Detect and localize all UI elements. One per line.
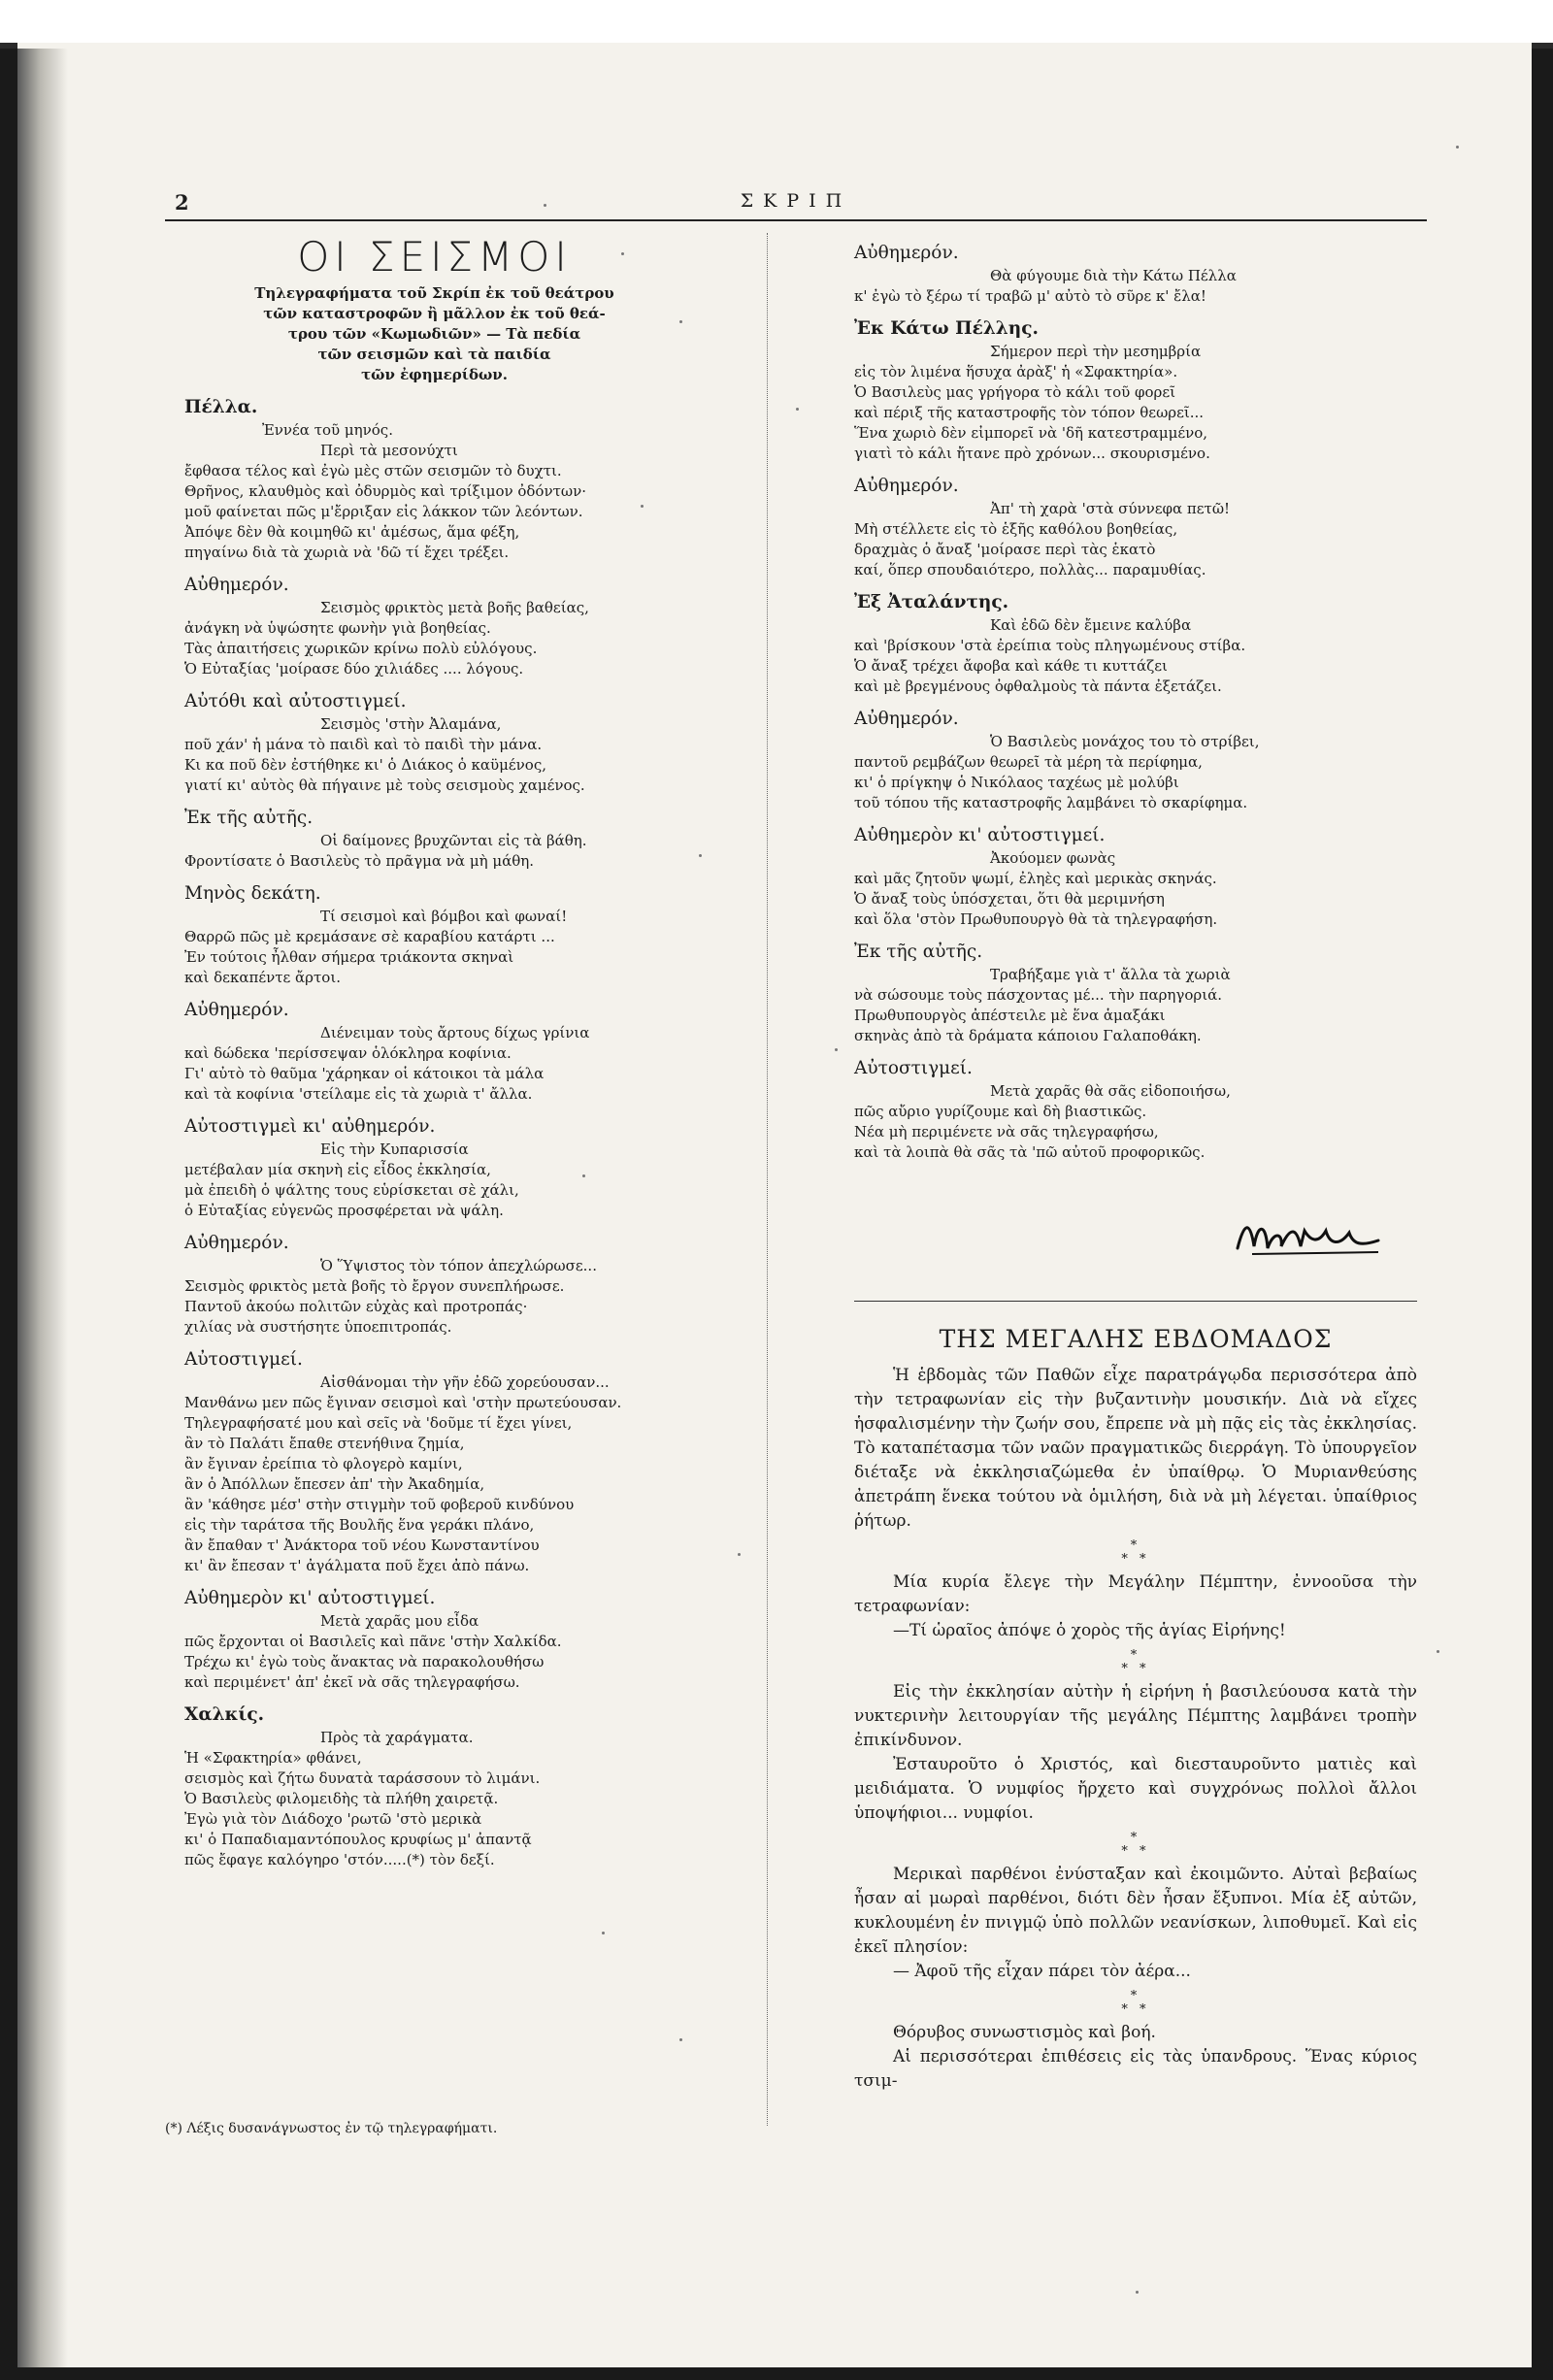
dispatch-line: εἰς τὸν λιμένα ἥσυχα ἀρὰξ' ἡ «Σφακτηρία». <box>854 363 1178 380</box>
dispatch-label: Αὐθημερόν. <box>184 1233 289 1253</box>
dispatch-line: Τηλεγραφήσατέ μου καὶ σεῖς νὰ 'δοῦμε τί ἔχει γίνει, <box>184 1414 573 1432</box>
dispatch-line: πῶς ἔφαγε καλόγηρο 'στόν.....(*) τὸν δεξί. <box>184 1851 495 1868</box>
article-body <box>854 1364 1417 2094</box>
right-column <box>854 231 1417 1163</box>
dispatch-line: κι' ὁ Παπαδιαμαντόπουλος κρυφίως μ' ἀπαντᾷ <box>184 1831 532 1848</box>
dispatch-label: Αὐτοστιγμεί. <box>854 1058 973 1078</box>
dispatch-line: Κι κα ποῦ δὲν ἐστήθηκε κι' ὁ Διάκος ὁ καϋμένος, <box>184 756 547 774</box>
dispatch-line: Ἀκούομεν φωνὰς <box>990 849 1116 867</box>
dispatch-line: καὶ ὅλα 'στὸν Πρωθυπουργὸ θὰ τὰ τηλεγραφήση. <box>854 910 1218 928</box>
dispatch-line: τοῦ τόπου τῆς καταστροφῆς λαμβάνει τὸ σκαρίφημα. <box>854 794 1248 811</box>
article-paragraph: —Τί ὡραῖος ἀπόψε ὁ χορὸς τῆς ἁγίας Εἰρήνης! <box>893 1621 1286 1640</box>
footnote: (*) Λέξις δυσανάγνωστος ἐν τῷ τηλεγραφήματι. <box>165 2121 498 2136</box>
dispatch-line: Σεισμὸς φρικτὸς μετὰ βοῆς τὸ ἔργον συνεπλήρωσε. <box>184 1277 565 1295</box>
dispatch-line: Σήμερον περὶ τὴν μεσημβρία <box>990 343 1202 360</box>
dispatch-line: καὶ μὲ βρεγμένους ὀφθαλμοὺς τὰ πάντα ἐξετάζει. <box>854 678 1222 695</box>
dispatch-line: Θὰ φύγουμε διὰ τὴν Κάτω Πέλλα <box>990 267 1237 284</box>
dispatch-line: Εἰς τὴν Κυπαρισσία <box>320 1140 469 1158</box>
page-number: 2 <box>175 190 189 215</box>
dispatch-line: σεισμὸς καὶ ζήτω δυνατὰ ταράσσουν τὸ λιμάνι. <box>184 1769 541 1787</box>
article-paragraph: Ἡ ἑβδομὰς τῶν Παθῶν εἶχε παρατράγῳδα περισσότερα ἀπὸ τὴν τετραφωνίαν εἰς τὴν βυζαντινὴν μουσικήν. Διὰ νὰ εἴχες ἡσφαλισμένην τὴν ζωήν σου, ἔπρεπε νὰ μὴ πᾷς εἰς τὰς ἐκκλησίας. Τὸ καταπέτασμα τῶν ναῶν πραγματικῶς διερράγη. Τὸ ὑπουργεῖον διέταξε νὰ ἐκκλησιαζώμεθα ἐν ὑπαίθρῳ. Ὁ Μυριανθεύσης ἀπετράπη ἕνεκα τούτου νὰ ὁμιλήση, διὰ νὰ μὴ λέγεται. ὑπαίθριος ῥήτωρ. <box>854 1366 1417 1531</box>
dispatch-label: Αὐθημερὸν κι' αὐτοστιγμεί. <box>184 1588 436 1608</box>
dispatch-line: κι' ὁ πρίγκηψ ὁ Νικόλαος ταχέως μὲ μολύβι <box>854 774 1179 791</box>
dispatch-line: καὶ δεκαπέντε ἄρτοι. <box>184 969 341 986</box>
separator-stars: * * * <box>1121 1538 1150 1567</box>
dispatch-line: ἂν ἔπαθαν τ' Ἀνάκτορα τοῦ νέου Κωνσταντίνου <box>184 1537 540 1554</box>
article-title: ΤΗΣ ΜΕΓΑΛΗΣ ΕΒΔΟΜΑΔΟΣ <box>939 1325 1333 1353</box>
dispatch-line: Θρῆνος, κλαυθμὸς καὶ ὀδυρμὸς καὶ τρίξιμον ὀδόντων· <box>184 482 586 500</box>
dispatch-label: Αὐθημερόν. <box>184 575 289 595</box>
dispatch-label: Πέλλα. <box>184 397 258 417</box>
dispatch-label: Αὐθημερόν. <box>854 709 959 729</box>
scan-speck <box>679 320 682 323</box>
dispatch-line: Μανθάνω μεν πῶς ἔγιναν σεισμοὶ καὶ 'στὴν πρωτεύουσαν. <box>184 1394 622 1411</box>
subtitle-line: τῶν καταστροφῶν ἢ μᾶλλον ἐκ τοῦ θεά- <box>263 305 606 322</box>
dispatch-line: Μετὰ χαρᾶς θὰ σᾶς εἰδοποιήσω, <box>990 1082 1231 1100</box>
dispatch-line: Ἐν τούτοις ἦλθαν σήμερα τριάκοντα σκηναὶ <box>184 948 514 966</box>
dispatch-label: Αὐθημερόν. <box>854 243 959 263</box>
dispatch-label: Αὐθημερόν. <box>854 476 959 496</box>
dispatch-line: Ἡ «Σφακτηρία» φθάνει, <box>184 1749 362 1767</box>
dispatch-line: Ὁ Βασιλεὺς φιλομειδὴς τὰ πλήθη χαιρετᾷ. <box>184 1790 499 1807</box>
article-paragraph: Μερικαὶ παρθένοι ἐνύσταξαν καὶ ἐκοιμῶντο. Αὐταὶ βεβαίως ἦσαν αἱ μωραὶ παρθένοι, διότι δὲν ἦσαν ἔξυπνοι. Μία ἐξ αὐτῶν, κυκλουμένη ἐν πνιγμῷ ὑπὸ πολλῶν νεανίσκων, λιποθυμεῖ. Καὶ εἰς ἐκεῖ πλησίον: <box>854 1865 1417 1957</box>
dispatch-line: γιατί κι' αὐτὸς θὰ πήγαινε μὲ τοὺς σεισμοὺς χαμένος. <box>184 777 585 794</box>
dispatch-line: καὶ τὰ λοιπὰ θὰ σᾶς τὰ 'πῶ αὐτοῦ προφορικῶς. <box>854 1143 1206 1161</box>
dispatch-line: Καὶ ἐδῶ δὲν ἔμεινε καλύβα <box>990 616 1192 634</box>
dispatch-line: Ἐγὼ γιὰ τὸν Διάδοχο 'ρωτῶ 'στὸ μερικὰ <box>184 1810 482 1828</box>
dispatch-label: Αὐτόθι καὶ αὐτοστιγμεί. <box>184 691 407 711</box>
dispatch-line: ἂν ὁ Ἀπόλλων ἔπεσεν ἀπ' τὴν Ἀκαδημία, <box>184 1475 485 1493</box>
dispatch-line: Τρέχω κι' ἐγὼ τοὺς ἄνακτας νὰ παρακολουθήσω <box>184 1653 545 1670</box>
scan-speck <box>1437 1650 1439 1653</box>
dispatch-line: καὶ τὰ κοφίνια 'στείλαμε εἰς τὰ χωριὰ τ' ἄλλα. <box>184 1085 533 1103</box>
dispatch-line: Σεισμὸς φρικτὸς μετὰ βοῆς βαθείας, <box>320 599 589 616</box>
article-paragraph: Αἱ περισσότεραι ἐπιθέσεις εἰς τὰς ὑπανδρους. Ἕνας κύριος τσιμ- <box>854 2047 1417 2091</box>
dispatch-line: καί, ὅπερ σπουδαιότερο, πολλὰς... παραμυθίας. <box>854 561 1206 578</box>
dispatch-line: ἔφθασα τέλος καὶ ἐγὼ μὲς στῶν σεισμῶν τὸ δυχτι. <box>184 462 562 479</box>
article-paragraph: Ἐσταυροῦτο ὁ Χριστός, καὶ διεσταυροῦντο ματιὲς καὶ μειδιάματα. Ὁ νυμφίος ἤρχετο καὶ συγχρόνως πολλοὶ ἄλλοι ὑποψήφιοι... νυμφίοι. <box>854 1755 1417 1823</box>
dispatch-label: Ἐκ Κάτω Πέλλης. <box>854 318 1039 339</box>
scan-speck <box>699 854 702 857</box>
dispatch-line: παντοῦ ρεμβάζων θεωρεῖ τὰ μέρη τὰ περίφημα, <box>854 753 1203 771</box>
dispatch-line: ἂν τὸ Παλάτι ἔπαθε στενήθινα ζημία, <box>184 1435 465 1452</box>
dispatch-line: σκηνὰς ἀπὸ τὰ δράματα κάποιου Γαλαποθάκη. <box>854 1027 1202 1044</box>
dispatch-line: μοῦ φαίνεται πῶς μ'ἔρριξαν εἰς λάκκον τῶν λεόντων. <box>184 503 583 520</box>
dispatch-line: Γι' αὐτὸ τὸ θαῦμα 'χάρηκαν οἱ κάτοικοι τὰ μάλα <box>184 1065 545 1082</box>
dispatch-label: Αὐθημερὸν κι' αὐτοστιγμεί. <box>854 825 1106 845</box>
scan-top-margin <box>0 0 1553 43</box>
scan-speck <box>582 1174 585 1177</box>
dispatch-line: ἂν 'κάθησε μέσ' στὴν στιγμὴν τοῦ φοβεροῦ κινδύνου <box>184 1496 575 1513</box>
dispatch-line: Ὁ Βασιλεὺς μας γρήγορα τὸ κάλι τοῦ φορεῖ <box>854 383 1176 401</box>
running-title: ΣΚΡΙΠ <box>740 190 852 212</box>
dispatch-line: Τὰς ἀπαιτήσεις χωρικῶν κρίνω πολὺ εὐλόγους. <box>184 640 538 657</box>
dispatch-line: Τί σεισμοὶ καὶ βόμβοι καὶ φωναί! <box>320 908 568 925</box>
dispatch-line: ἂν ἔγιναν ἐρείπια τὸ φλογερὸ καμίνι, <box>184 1455 463 1472</box>
dispatch-line: Ἀπ' τὴ χαρὰ 'στὰ σύννεφα πετῶ! <box>990 500 1231 517</box>
subtitle-line: τῶν σεισμῶν καὶ τὰ παιδία <box>317 346 551 363</box>
scan-speck <box>796 408 799 411</box>
dispatch-label: Αὐτοστιγμεὶ κι' αὐθημερόν. <box>184 1116 436 1137</box>
dispatch-line: Αἰσθάνομαι τὴν γῆν ἐδῶ χορεύουσαν... <box>320 1373 610 1391</box>
dispatch-line: Ὁ ἄναξ τοὺς ὑπόσχεται, ὅτι θὰ μεριμνήση <box>854 890 1165 908</box>
dispatch-label: Ἐξ Ἀταλάντης. <box>854 592 1009 612</box>
dispatch-line: εἰς τὴν ταράτσα τῆς Βουλῆς ἕνα γεράκι πλάνο, <box>184 1516 535 1534</box>
dispatch-line: πῶς ἔρχονται οἱ Βασιλεῖς καὶ πᾶνε 'στὴν Χαλκίδα. <box>184 1633 562 1650</box>
dispatch-label: Αὐθημερόν. <box>184 1000 289 1020</box>
dispatch-line: πῶς αὔριο γυρίζουμε καὶ δὴ βιαστικῶς. <box>854 1103 1147 1120</box>
section-title: ΟΙ ΣΕΙΣΜΟΙ <box>297 233 572 281</box>
dispatch-line: Πρωθυπουργὸς ἀπέστειλε μὲ ἕνα ἁμαξάκι <box>854 1007 1166 1024</box>
dispatch-label: Ἐκ τῆς αὐτῆς. <box>854 942 983 962</box>
dispatch-line: Ὁ Εὐταξίας 'μοίρασε δύο χιλιάδες .... λόγους. <box>184 660 524 678</box>
article-paragraph: Θόρυβος συνωστισμὸς καὶ βοή. <box>893 2023 1156 2042</box>
dispatch-line: καὶ περιμένετ' ἀπ' ἐκεῖ νὰ σᾶς τηλεγραφήσω. <box>184 1673 520 1691</box>
scan-speck <box>1136 2291 1139 2294</box>
dispatch-line: Ὁ ἄναξ τρέχει ἄφοβα καὶ κάθε τι κυττάζει <box>854 657 1168 675</box>
separator-stars: * * * <box>1121 1989 1150 2017</box>
subtitle-line: Τηλεγραφήματα τοῦ Σκρίπ ἐκ τοῦ θεάτρου <box>254 284 614 302</box>
dispatch-line: γιατὶ τὸ κάλι ἤτανε πρὸ χρόνων... σκουρισμένο. <box>854 445 1210 462</box>
dispatch-line: καὶ πέριξ τῆς καταστροφῆς τὸν τόπον θεωρεῖ... <box>854 404 1205 421</box>
dispatch-line: καὶ μᾶς ζητοῦν ψωμί, ἐληὲς καὶ μερικὰς σκηνάς. <box>854 870 1217 887</box>
section-rule <box>854 1301 1417 1302</box>
dispatch-label: Μηνὸς δεκάτη. <box>184 883 321 904</box>
dispatch-line: Θαρρῶ πῶς μὲ κρεμάσανε σὲ καραβίου κατάρτι ... <box>184 928 555 945</box>
signature-handwritten <box>1233 1211 1388 1260</box>
dispatch-line: Παντοῦ ἀκούω πολιτῶν εὐχὰς καὶ προτροπάς· <box>184 1298 528 1315</box>
dispatch-line: Σεισμὸς 'στὴν Ἀλαμάνα, <box>320 715 502 733</box>
article-paragraph: — Ἀφοῦ τῆς εἶχαν πάρει τὸν ἀέρα... <box>893 1962 1191 1981</box>
dispatch-line: μετέβαλαν μία σκηνὴ εἰς εἶδος ἐκκλησία, <box>184 1161 491 1178</box>
dispatch-line: Τραβήξαμε γιὰ τ' ἄλλα τὰ χωριὰ <box>990 966 1231 983</box>
scan-speck <box>621 252 624 255</box>
dispatch-line: Ἐννέα τοῦ μηνός. <box>262 421 393 439</box>
dispatch-line: Πρὸς τὰ χαράγματα. <box>320 1729 474 1746</box>
dispatch-line: Ὁ Βασιλεὺς μονάχος του τὸ στρίβει, <box>990 733 1260 750</box>
dispatch-line: Φροντίσατε ὁ Βασιλεὺς τὸ πρᾶγμα νὰ μὴ μάθη. <box>184 852 534 870</box>
scan-speck <box>544 204 546 207</box>
dispatch-line: νὰ σώσουμε τοὺς πάσχοντας μέ... τὴν παρηγοριά. <box>854 986 1222 1004</box>
dispatch-line: Ἕνα χωριὸ δὲν εἰμπορεῖ νὰ 'δῆ κατεστραμμένο, <box>854 424 1208 442</box>
dispatch-line: χιλίας νὰ συστήσητε ὑποεπιτροπάς. <box>184 1318 452 1336</box>
scan-binding-shadow <box>17 49 68 2367</box>
separator-stars: * * * <box>1121 1648 1150 1676</box>
dispatch-line: Μετὰ χαρᾶς μου εἶδα <box>320 1612 479 1630</box>
dispatch-line: Ἀπόψε δὲν θὰ κοιμηθῶ κι' ἀμέσως, ἅμα φέξη, <box>184 523 520 541</box>
dispatch-line: καὶ δώδεκα 'περίσσεψαν ὁλόκληρα κοφίνια. <box>184 1044 512 1062</box>
article-paragraph: Εἰς τὴν ἐκκλησίαν αὐτὴν ἡ εἰρήνη ἡ βασιλεύουσα κατὰ τὴν νυκτερινὴν λειτουργίαν τῆς μεγάλης Πέμπτης λαμβάνει τροπὴν ἐπικίνδυνον. <box>854 1682 1417 1750</box>
scan-speck <box>679 2038 682 2041</box>
scan-speck <box>1456 146 1459 149</box>
dispatch-label: Αὐτοστιγμεί. <box>184 1349 303 1370</box>
separator-stars: * * * <box>1121 1831 1150 1859</box>
page-header <box>165 190 1427 221</box>
dispatch-line: Μὴ στέλλετε εἰς τὸ ἑξῆς καθόλου βοηθείας, <box>854 520 1178 538</box>
dispatch-line: πηγαίνω διὰ τὰ χωριὰ νὰ 'δῶ τί ἔχει τρέξει. <box>184 544 510 561</box>
dispatch-line: δραχμὰς ὁ ἄναξ 'μοίρασε περὶ τὰς ἑκατὸ <box>854 541 1156 558</box>
left-column <box>184 231 743 1870</box>
dispatch-label: Χαλκίς. <box>184 1704 265 1725</box>
subtitle-line: τῶν ἐφημερίδων. <box>361 366 508 383</box>
dispatch-line: Ὁ Ὕψιστος τὸν τόπον ἀπεχλώρωσε... <box>320 1257 597 1274</box>
dispatch-line: καὶ 'βρίσκουν 'στὰ ἐρείπια τοὺς πληγωμένους στίβα. <box>854 637 1246 654</box>
dispatch-line: κ' ἐγὼ τὸ ξέρω τί τραβῶ μ' αὐτὸ τὸ σῦρε κ' ἔλα! <box>854 287 1206 305</box>
dispatch-line: Νέα μὴ περιμένετε νὰ σᾶς τηλεγραφήσω, <box>854 1123 1159 1140</box>
dispatch-line: ὁ Εὐταξίας εὐγενῶς προσφέρεται νὰ ψάλη. <box>184 1202 504 1219</box>
article-paragraph: Μία κυρία ἔλεγε τὴν Μεγάλην Πέμπτην, ἐννοοῦσα τὴν τετραφωνίαν: <box>854 1572 1417 1616</box>
scan-speck <box>738 1553 741 1556</box>
dispatch-line: ποῦ χάν' ἡ μάνα τὸ παιδὶ καὶ τὸ παιδὶ τὴν μάνα. <box>184 736 543 753</box>
dispatch-line: ἀνάγκη νὰ ὑψώσητε φωνὴν γιὰ βοηθείας. <box>184 619 491 637</box>
dispatch-line: μὰ ἐπειδὴ ὁ ψάλτης τους εὑρίσκεται σὲ χάλι, <box>184 1181 519 1199</box>
subtitle-line: τρου τῶν «Κωμωδιῶν» — Τὰ πεδία <box>287 325 581 343</box>
column-divider <box>767 233 769 2126</box>
dispatch-label: Ἐκ τῆς αὐτῆς. <box>184 808 314 828</box>
dispatch-line: κι' ἂν ἔπεσαν τ' ἀγάλματα ποῦ ἔχει ἀπὸ πάνω. <box>184 1557 530 1574</box>
scan-speck <box>641 505 644 508</box>
scan-speck <box>602 1932 605 1934</box>
dispatch-line: Διένειμαν τοὺς ἄρτους δίχως γρίνια <box>320 1024 590 1041</box>
scan-speck <box>835 1048 838 1051</box>
dispatch-line: Οἱ δαίμονες βρυχῶνται εἰς τὰ βάθη. <box>320 832 587 849</box>
dispatch-line: Περὶ τὰ μεσονύχτι <box>320 442 458 459</box>
